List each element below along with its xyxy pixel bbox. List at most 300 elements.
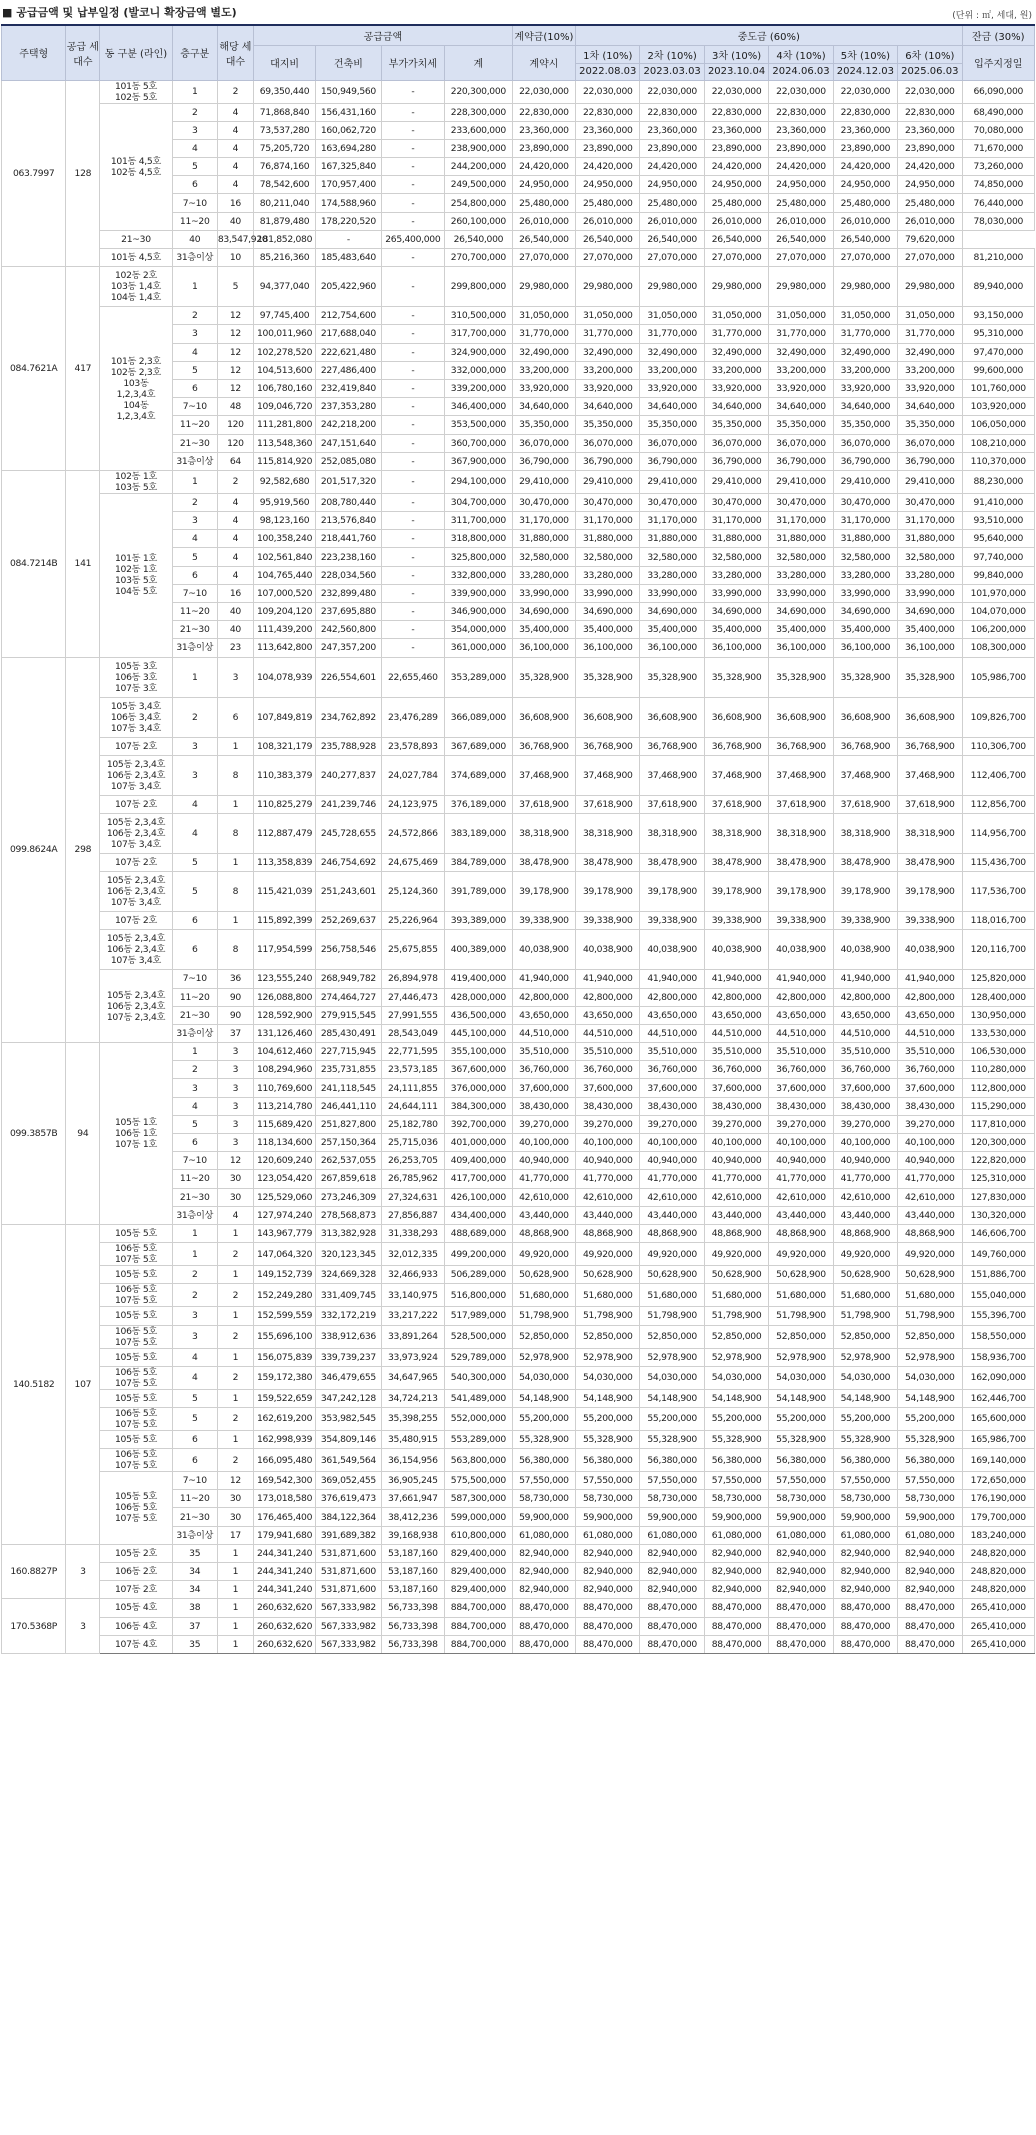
cell-units: 1: [217, 1307, 253, 1325]
cell-contract: 39,270,000: [512, 1115, 575, 1133]
cell-land: 244,341,240: [253, 1563, 315, 1581]
cell-units: 23: [217, 639, 253, 657]
cell-total: 540,300,000: [444, 1366, 512, 1389]
cell-mid-payment: 82,940,000: [898, 1581, 962, 1599]
cell-mid-payment: 40,940,000: [833, 1152, 897, 1170]
cell-build: 376,619,473: [316, 1490, 382, 1508]
cell-mid-payment: 36,100,000: [769, 639, 833, 657]
cell-mid-payment: 54,148,900: [576, 1389, 640, 1407]
cell-mid-payment: 35,510,000: [898, 1043, 962, 1061]
cell-mid-payment: 22,030,000: [704, 80, 768, 103]
cell-total: 610,800,000: [444, 1526, 512, 1544]
cell-mid-payment: 24,950,000: [833, 176, 897, 194]
cell-land: 115,421,039: [253, 872, 315, 912]
cell-mid-payment: 38,318,900: [640, 813, 704, 853]
cell-mid-payment: 82,940,000: [640, 1544, 704, 1562]
cell-build: 251,243,601: [316, 872, 382, 912]
cell-units: 37: [217, 1024, 253, 1042]
cell-mid-payment: 40,100,000: [704, 1134, 768, 1152]
cell-mid-payment: 33,920,000: [898, 379, 962, 397]
cell-mid-payment: 55,328,900: [704, 1430, 768, 1448]
cell-mid-payment: 38,318,900: [704, 813, 768, 853]
cell-mid-payment: 58,730,000: [833, 1490, 897, 1508]
cell-build: 232,419,840: [316, 379, 382, 397]
cell-land: 126,088,800: [253, 988, 315, 1006]
cell-mid-payment: 31,880,000: [833, 530, 897, 548]
cell-land: 108,294,960: [253, 1061, 315, 1079]
cell-floor: 35: [172, 1544, 217, 1562]
cell-mid-payment: 33,990,000: [576, 584, 640, 602]
cell-floor: 1: [172, 267, 217, 307]
cell-build: 242,560,800: [316, 621, 382, 639]
cell-mid-payment: 36,790,000: [898, 452, 962, 470]
cell-floor: 31층이상: [172, 639, 217, 657]
cell-mid-payment: 43,650,000: [640, 1006, 704, 1024]
cell-floor: 3: [172, 121, 217, 139]
cell-mid-payment: 26,010,000: [833, 212, 897, 230]
cell-total: 265,400,000: [381, 230, 444, 248]
cell-units: 40: [217, 212, 253, 230]
cell-land: 123,555,240: [253, 970, 315, 988]
cell-land: 113,548,360: [253, 434, 315, 452]
cell-mid-payment: 55,200,000: [704, 1407, 768, 1430]
cell-units: 12: [217, 1152, 253, 1170]
cell-dong: 101동 4,5호: [100, 249, 172, 267]
cell-balance: 130,320,000: [962, 1206, 1034, 1224]
cell-floor: 6: [172, 912, 217, 930]
cell-mid-payment: 34,690,000: [704, 603, 768, 621]
cell-floor: 31층이상: [172, 249, 217, 267]
cell-units: 3: [217, 1115, 253, 1133]
cell-build: 241,118,545: [316, 1079, 382, 1097]
cell-contract: 33,200,000: [512, 361, 575, 379]
cell-land: 260,632,620: [253, 1635, 315, 1653]
cell-build: 237,695,880: [316, 603, 382, 621]
cell-land: 156,075,839: [253, 1348, 315, 1366]
cell-mid-payment: 39,178,900: [898, 872, 962, 912]
cell-vat: 25,182,780: [381, 1115, 444, 1133]
cell-mid-payment: 82,940,000: [769, 1544, 833, 1562]
cell-mid-payment: 33,920,000: [833, 379, 897, 397]
cell-units: 8: [217, 755, 253, 795]
cell-contract: 32,580,000: [512, 548, 575, 566]
cell-vat: 23,476,289: [381, 697, 444, 737]
cell-mid-payment: 38,478,900: [576, 853, 640, 871]
cell-balance: 104,070,000: [962, 603, 1034, 621]
cell-mid-payment: 42,800,000: [898, 988, 962, 1006]
cell-mid-payment: 51,680,000: [769, 1284, 833, 1307]
col-total: 계: [444, 45, 512, 80]
cell-land: 107,000,520: [253, 584, 315, 602]
cell-units: 90: [217, 988, 253, 1006]
cell-mid-payment: 37,468,900: [833, 755, 897, 795]
cell-build: 338,912,636: [316, 1325, 382, 1348]
cell-units: 4: [217, 121, 253, 139]
cell-build: 246,441,110: [316, 1097, 382, 1115]
cell-mid-payment: 59,900,000: [704, 1508, 768, 1526]
cell-mid-payment: 35,510,000: [769, 1043, 833, 1061]
cell-mid-payment: 33,200,000: [640, 361, 704, 379]
cell-contract: 38,430,000: [512, 1097, 575, 1115]
cell-dong: 107동 2호: [100, 1581, 172, 1599]
cell-build: 279,915,545: [316, 1006, 382, 1024]
cell-mid-payment: 23,360,000: [769, 121, 833, 139]
cell-build: 242,218,200: [316, 416, 382, 434]
cell-mid-payment: 32,580,000: [769, 548, 833, 566]
cell-land: 118,134,600: [253, 1134, 315, 1152]
cell-balance: 109,826,700: [962, 697, 1034, 737]
cell-total: 311,700,000: [444, 512, 512, 530]
cell-mid-payment: 88,470,000: [576, 1599, 640, 1617]
cell-vat: 24,572,866: [381, 813, 444, 853]
cell-mid-payment: 54,030,000: [704, 1366, 768, 1389]
cell-mid-payment: 33,200,000: [833, 361, 897, 379]
cell-build: 252,269,637: [316, 912, 382, 930]
cell-total: 383,189,000: [444, 813, 512, 853]
cell-mid-payment: 35,510,000: [640, 1043, 704, 1061]
cell-total: 829,400,000: [444, 1581, 512, 1599]
cell-mid-payment: 42,610,000: [704, 1188, 768, 1206]
cell-mid-payment: 36,608,900: [898, 697, 962, 737]
cell-dong: 105동 5호: [100, 1348, 172, 1366]
table-row: [2, 493, 1035, 511]
cell-balance: 165,986,700: [962, 1430, 1034, 1448]
cell-mid-payment: 38,430,000: [769, 1097, 833, 1115]
cell-floor: 4: [172, 530, 217, 548]
cell-vat: 25,675,855: [381, 930, 444, 970]
cell-total: 401,000,000: [444, 1134, 512, 1152]
cell-vat: -: [381, 325, 444, 343]
table-row: [2, 813, 1035, 853]
cell-mid-payment: 26,540,000: [512, 230, 575, 248]
cell-mid-payment: 33,920,000: [704, 379, 768, 397]
cell-mid-payment: 40,940,000: [576, 1152, 640, 1170]
cell-units: 4: [217, 1206, 253, 1224]
cell-balance: 176,190,000: [962, 1490, 1034, 1508]
cell-vat: -: [381, 176, 444, 194]
cell-mid-payment: 37,618,900: [898, 795, 962, 813]
cell-mid-payment: 31,170,000: [704, 512, 768, 530]
cell-balance: 97,470,000: [962, 343, 1034, 361]
cell-mid-payment: 23,360,000: [704, 121, 768, 139]
cell-dong: 106동 5호 107동 5호: [100, 1243, 172, 1266]
table-row: [2, 103, 1035, 121]
cell-mid-payment: 40,100,000: [833, 1134, 897, 1152]
cell-build: 174,588,960: [316, 194, 382, 212]
cell-floor: 5: [172, 853, 217, 871]
cell-mid-payment: 37,600,000: [898, 1079, 962, 1097]
cell-mid-payment: 56,380,000: [640, 1449, 704, 1472]
cell-mid-payment: 38,430,000: [576, 1097, 640, 1115]
cell-mid-payment: 34,640,000: [704, 398, 768, 416]
cell-vat: -: [381, 530, 444, 548]
cell-balance: 106,200,000: [962, 621, 1034, 639]
table-row: [2, 307, 1035, 325]
cell-build: 531,871,600: [316, 1544, 382, 1562]
cell-mid-payment: 61,080,000: [640, 1526, 704, 1544]
cell-units: 4: [217, 103, 253, 121]
cell-floor: 11~20: [172, 1490, 217, 1508]
cell-total: 384,300,000: [444, 1097, 512, 1115]
cell-total: 499,200,000: [444, 1243, 512, 1266]
cell-mid-payment: 36,760,000: [769, 1061, 833, 1079]
cell-mid-payment: 36,768,900: [704, 737, 768, 755]
cell-total: 400,389,000: [444, 930, 512, 970]
cell-contract: 26,010,000: [512, 212, 575, 230]
cell-units: 4: [217, 158, 253, 176]
cell-mid-payment: 88,470,000: [769, 1599, 833, 1617]
cell-mid-payment: 43,650,000: [576, 1006, 640, 1024]
cell-contract: 52,978,900: [512, 1348, 575, 1366]
cell-vat: 33,217,222: [381, 1307, 444, 1325]
cell-build: 278,568,873: [316, 1206, 382, 1224]
cell-vat: -: [381, 452, 444, 470]
cell-mid-payment: 43,440,000: [576, 1206, 640, 1224]
col-balance-group: 잔금 (30%): [962, 25, 1034, 45]
cell-units: 30: [217, 1170, 253, 1188]
col-contract-group: 계약금(10%): [512, 25, 575, 45]
cell-mid-payment: 82,940,000: [833, 1581, 897, 1599]
cell-mid-payment: 39,270,000: [833, 1115, 897, 1133]
cell-land: 100,358,240: [253, 530, 315, 548]
cell-mid-payment: 25,480,000: [704, 194, 768, 212]
cell-land: 73,537,280: [253, 121, 315, 139]
cell-build: 218,441,760: [316, 530, 382, 548]
cell-mid-payment: 36,608,900: [576, 697, 640, 737]
cell-mid-payment: 52,850,000: [640, 1325, 704, 1348]
cell-type: 063.7997: [2, 80, 66, 267]
cell-build: 361,549,564: [316, 1449, 382, 1472]
cell-balance: 115,290,000: [962, 1097, 1034, 1115]
cell-build: 150,949,560: [316, 80, 382, 103]
cell-build: 257,150,364: [316, 1134, 382, 1152]
cell-mid-payment: 41,770,000: [833, 1170, 897, 1188]
cell-mid-payment: 31,880,000: [640, 530, 704, 548]
cell-build: 222,621,480: [316, 343, 382, 361]
cell-mid-payment: 24,420,000: [576, 158, 640, 176]
cell-mid-payment: 57,550,000: [833, 1472, 897, 1490]
cell-land: 162,998,939: [253, 1430, 315, 1448]
cell-land: 113,214,780: [253, 1097, 315, 1115]
cell-mid-payment: 54,148,900: [640, 1389, 704, 1407]
cell-mid-payment: 35,350,000: [833, 416, 897, 434]
cell-mid-payment: 22,030,000: [898, 80, 962, 103]
cell-total: 884,700,000: [444, 1599, 512, 1617]
cell-mid-payment: 61,080,000: [833, 1526, 897, 1544]
cell-mid-payment: 35,400,000: [576, 621, 640, 639]
cell-total: 436,500,000: [444, 1006, 512, 1024]
cell-mid-payment: 25,480,000: [769, 194, 833, 212]
cell-contract: 29,410,000: [512, 470, 575, 493]
cell-mid-payment: 35,350,000: [769, 416, 833, 434]
cell-mid-payment: 56,380,000: [769, 1449, 833, 1472]
cell-vat: -: [381, 212, 444, 230]
cell-contract: 24,420,000: [512, 158, 575, 176]
cell-units: 1: [217, 1389, 253, 1407]
cell-floor: 31층이상: [172, 1024, 217, 1042]
cell-mid-payment: 23,890,000: [704, 139, 768, 157]
cell-total: 392,700,000: [444, 1115, 512, 1133]
cell-mid-payment: 40,038,900: [576, 930, 640, 970]
cell-mid-payment: 88,470,000: [704, 1599, 768, 1617]
cell-vat: 53,187,160: [381, 1544, 444, 1562]
cell-mid-payment: 26,540,000: [833, 230, 897, 248]
cell-mid-payment: 32,580,000: [640, 548, 704, 566]
cell-balance: 162,090,000: [962, 1366, 1034, 1389]
col-mid-date: 2024.06.03: [769, 63, 833, 80]
cell-mid-payment: 31,770,000: [704, 325, 768, 343]
cell-contract: 36,760,000: [512, 1061, 575, 1079]
cell-mid-payment: 55,328,900: [640, 1430, 704, 1448]
cell-build: 205,422,960: [316, 267, 382, 307]
cell-mid-payment: 52,978,900: [769, 1348, 833, 1366]
col-build: 건축비: [316, 45, 382, 80]
cell-dong: 105동 3호 106동 3호 107동 3호: [100, 657, 172, 697]
table-row: [2, 872, 1035, 912]
cell-balance: 146,606,700: [962, 1224, 1034, 1242]
cell-total: 238,900,000: [444, 139, 512, 157]
col-mid-date: 2022.08.03: [576, 63, 640, 80]
cell-balance: 130,950,000: [962, 1006, 1034, 1024]
cell-vat: -: [381, 416, 444, 434]
cell-mid-payment: 48,868,900: [833, 1224, 897, 1242]
cell-contract: 39,178,900: [512, 872, 575, 912]
cell-contract: 48,868,900: [512, 1224, 575, 1242]
cell-mid-payment: 40,940,000: [640, 1152, 704, 1170]
cell-total: 310,500,000: [444, 307, 512, 325]
cell-mid-payment: 31,050,000: [640, 307, 704, 325]
cell-mid-payment: 51,680,000: [898, 1284, 962, 1307]
cell-mid-payment: 37,618,900: [576, 795, 640, 813]
cell-mid-payment: 36,608,900: [640, 697, 704, 737]
cell-balance: 66,090,000: [962, 80, 1034, 103]
cell-total: 506,289,000: [444, 1266, 512, 1284]
cell-units: 12: [217, 325, 253, 343]
cell-mid-payment: 82,940,000: [704, 1563, 768, 1581]
cell-mid-payment: 40,100,000: [640, 1134, 704, 1152]
cell-land: 75,205,720: [253, 139, 315, 157]
cell-total: 599,000,000: [444, 1508, 512, 1526]
table-row: [2, 1266, 1035, 1284]
cell-mid-payment: 27,070,000: [833, 249, 897, 267]
cell-floor: 4: [172, 1348, 217, 1366]
cell-units: 1: [217, 853, 253, 871]
col-mid-group: 중도금 (60%): [576, 25, 962, 45]
cell-mid-payment: 40,038,900: [704, 930, 768, 970]
cell-balance: 120,300,000: [962, 1134, 1034, 1152]
cell-units: 1: [217, 737, 253, 755]
cell-mid-payment: 48,868,900: [769, 1224, 833, 1242]
header: [0, 0, 1036, 24]
cell-floor: 5: [172, 361, 217, 379]
cell-dong: 101동 4,5호 102동 4,5호: [100, 103, 172, 230]
cell-total: 587,300,000: [444, 1490, 512, 1508]
cell-floor: 3: [172, 1079, 217, 1097]
cell-floor: 11~20: [172, 988, 217, 1006]
cell-contract: 36,100,000: [512, 639, 575, 657]
cell-contract: 36,070,000: [512, 434, 575, 452]
cell-balance: 165,600,000: [962, 1407, 1034, 1430]
cell-land: 162,619,200: [253, 1407, 315, 1430]
cell-mid-payment: 31,050,000: [576, 307, 640, 325]
cell-units: 1: [217, 1599, 253, 1617]
cell-build: 567,333,982: [316, 1635, 382, 1653]
cell-contract: 33,920,000: [512, 379, 575, 397]
cell-mid-payment: 39,338,900: [833, 912, 897, 930]
cell-total: 249,500,000: [444, 176, 512, 194]
cell-floor: 4: [172, 1366, 217, 1389]
cell-mid-payment: 37,468,900: [576, 755, 640, 795]
cell-units: 40: [217, 621, 253, 639]
cell-mid-payment: 54,030,000: [833, 1366, 897, 1389]
cell-mid-payment: 38,430,000: [704, 1097, 768, 1115]
cell-mid-payment: 35,328,900: [898, 657, 962, 697]
col-floor: 층구분: [172, 25, 217, 80]
cell-supply-units: 417: [66, 267, 100, 471]
table-row: [2, 970, 1035, 988]
cell-mid-payment: 35,328,900: [769, 657, 833, 697]
cell-mid-payment: 82,940,000: [833, 1563, 897, 1581]
cell-mid-payment: 51,798,900: [704, 1307, 768, 1325]
cell-land: 104,612,460: [253, 1043, 315, 1061]
cell-mid-payment: 35,350,000: [704, 416, 768, 434]
cell-floor: 11~20: [172, 1170, 217, 1188]
cell-units: 1: [217, 1617, 253, 1635]
cell-vat: 36,905,245: [381, 1472, 444, 1490]
cell-contract: 22,830,000: [512, 103, 575, 121]
cell-mid-payment: 54,030,000: [898, 1366, 962, 1389]
cell-vat: 26,253,705: [381, 1152, 444, 1170]
cell-balance: 158,936,700: [962, 1348, 1034, 1366]
cell-balance: 125,310,000: [962, 1170, 1034, 1188]
cell-land: 125,529,060: [253, 1188, 315, 1206]
cell-mid-payment: 82,940,000: [640, 1581, 704, 1599]
cell-dong: 107동 2호: [100, 853, 172, 871]
cell-land: 83,547,920: [217, 230, 253, 248]
cell-land: 115,892,399: [253, 912, 315, 930]
cell-land: 176,465,400: [253, 1508, 315, 1526]
cell-mid-payment: 52,978,900: [576, 1348, 640, 1366]
cell-mid-payment: 22,030,000: [576, 80, 640, 103]
cell-floor: 3: [172, 1325, 217, 1348]
cell-floor: 4: [172, 795, 217, 813]
cell-floor: 3: [172, 755, 217, 795]
cell-vat: 36,154,956: [381, 1449, 444, 1472]
cell-units: 4: [217, 566, 253, 584]
cell-vat: 35,480,915: [381, 1430, 444, 1448]
cell-mid-payment: 39,178,900: [833, 872, 897, 912]
cell-contract: 23,890,000: [512, 139, 575, 157]
cell-total: 384,789,000: [444, 853, 512, 871]
cell-total: 354,000,000: [444, 621, 512, 639]
cell-mid-payment: 88,470,000: [704, 1635, 768, 1653]
cell-units: 4: [217, 548, 253, 566]
cell-mid-payment: 58,730,000: [769, 1490, 833, 1508]
cell-total: 434,400,000: [444, 1206, 512, 1224]
cell-mid-payment: 55,200,000: [640, 1407, 704, 1430]
cell-total: 376,189,000: [444, 795, 512, 813]
cell-mid-payment: 39,270,000: [898, 1115, 962, 1133]
cell-mid-payment: 54,030,000: [769, 1366, 833, 1389]
cell-supply-units: 141: [66, 470, 100, 657]
cell-units: 5: [217, 267, 253, 307]
cell-mid-payment: 52,978,900: [640, 1348, 704, 1366]
cell-type: 160.8827P: [2, 1544, 66, 1599]
cell-units: 120: [217, 416, 253, 434]
cell-land: 159,172,380: [253, 1366, 315, 1389]
cell-balance: 265,410,000: [962, 1599, 1034, 1617]
cell-balance: 110,370,000: [962, 452, 1034, 470]
